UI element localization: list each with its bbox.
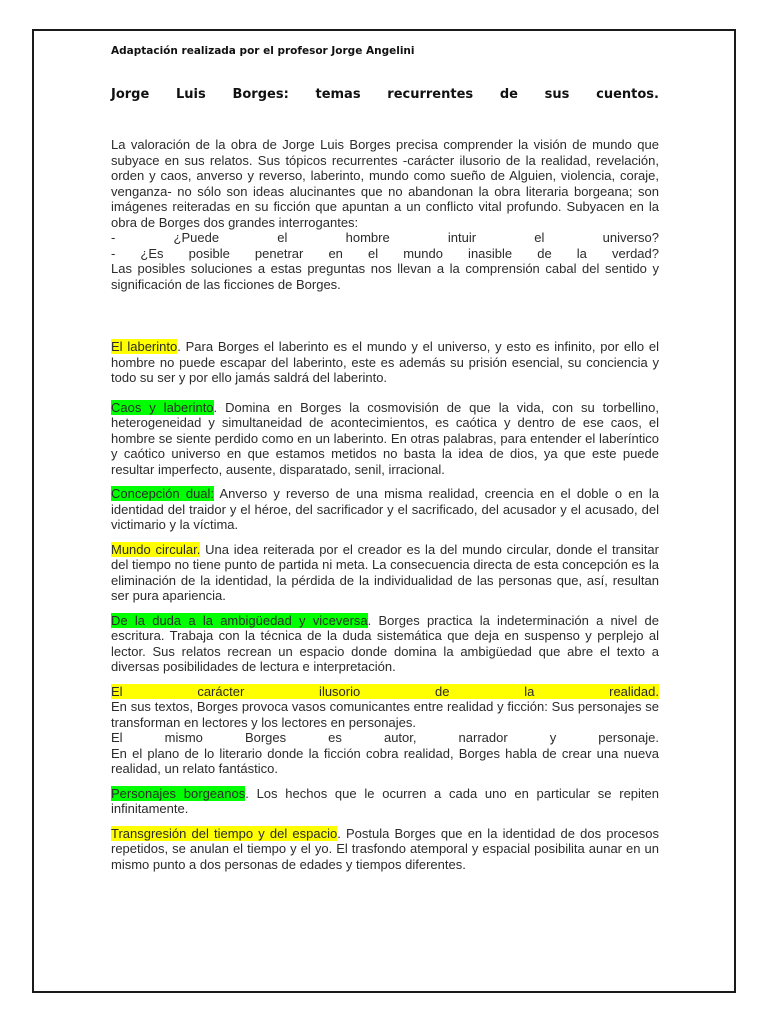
topic-label-highlight: De la duda a la ambigüedad y viceversa	[111, 612, 368, 628]
topic-concepcion-dual	[111, 486, 659, 533]
topic-text: . Postula Borges que en la identidad de dos procesos repetidos, se anulan el tiempo y el yo. El trasfondo atemporal y espacial posibilita aunar en un mismo punto a dos personas de edades y tiempos diferentes.	[111, 825, 659, 872]
topics-list	[111, 339, 659, 881]
topic-text: . Los hechos que le ocurren a cada uno en particular se repiten infinitamente.	[111, 785, 659, 816]
intro-section	[111, 137, 659, 292]
topic-label-highlight: Concepción dual:	[111, 486, 215, 501]
document-page	[32, 29, 736, 993]
topic-caos-y-laberinto	[111, 400, 659, 478]
topic-label-line	[111, 684, 659, 700]
topic-text-line-4: En el plano de lo literario donde la ficción cobra realidad, Borges habla de crear una nueva realidad, un relato fantástico.	[111, 745, 659, 776]
topic-label-highlight: El laberinto	[111, 339, 178, 354]
topic-duda-ambiguedad	[111, 613, 659, 675]
intro-question-1: - ¿Puede el hombre intuir el universo?	[111, 230, 659, 245]
document-title: Jorge Luis Borges: temas recurrentes de sus cuentos.	[111, 87, 659, 102]
topic-mundo-circular	[111, 542, 659, 604]
topic-personajes-borgeanos	[111, 786, 659, 817]
topic-caracter-ilusorio	[111, 684, 659, 777]
intro-question-2: - ¿Es posible penetrar en el mundo inasible de la verdad?	[111, 245, 659, 261]
topic-label-highlight: Transgresión del tiempo y del espacio	[111, 825, 338, 841]
topic-text: . Para Borges el laberinto es el mundo y el universo, y esto es infinito, por ello el hombre no puede escapar del laberinto, este es además su prisión esencial, su conciencia y todo su ser y por ello jamás saldrá del laberinto.	[111, 339, 659, 385]
topic-laberinto	[111, 339, 659, 386]
topic-text: . Borges practica la indeterminación a nivel de escritura. Trabaja con la técnica de la duda sistemática que deja en suspenso y perplejo al lector. Sus relatos recrean un espacio donde domina la ambigüedad que abre el texto a diversas posibilidades de lectura e interpretación.	[111, 612, 659, 674]
topic-label-highlight: Mundo circular.	[111, 541, 201, 557]
topic-text: Anverso y reverso de una misma realidad, creencia en el doble o en la identidad del traidor y el héroe, del sacrificador y el sacrificado, del acusador y el acusado, del victimario y la víctima.	[111, 486, 659, 532]
intro-closing: Las posibles soluciones a estas preguntas nos llevan a la comprensión cabal del sentido y significación de las ficciones de Borges.	[111, 261, 659, 292]
author-note: Adaptación realizada por el profesor Jorge Angelini	[111, 45, 415, 57]
topic-text: . Domina en Borges la cosmovisión de que la vida, con su torbellino, heterogeneidad y simultaneidad de acontecimientos, es caótica y dentro de ese caos, el hombre se siente perdido como en un laberinto. En otras palabras, para entender el laberíntico y caótico universo en que estamos metidos no basta la idea de dios, ya que este puede resultar imperfecto, ausente, disparatado, senil, irracional.	[111, 399, 659, 477]
topic-label-highlight: Personajes borgeanos	[111, 785, 246, 801]
topic-text-line-3: El mismo Borges es autor, narrador y personaje.	[111, 730, 659, 745]
topic-label-highlight: El carácter ilusorio de la realidad.	[111, 683, 659, 699]
topic-label-highlight: Caos y laberinto	[111, 399, 214, 415]
topic-text: Una idea reiterada por el creador es la del mundo circular, donde el transitar del tiempo no tiene punto de partida ni meta. La consecuencia directa de esta concepción es la eliminación de la identidad, la pérdida de la individualidad de las personas que, así, resultan ser pura apariencia.	[111, 541, 659, 603]
topic-transgresion-tiempo	[111, 826, 659, 873]
topic-text-line-2: En sus textos, Borges provoca vasos comunicantes entre realidad y ficción: Sus personajes se transforman en lectores y los lectores en personajes.	[111, 699, 659, 730]
intro-paragraph: La valoración de la obra de Jorge Luis Borges precisa comprender la visión de mundo que subyace en sus relatos. Sus tópicos recurrentes -carácter ilusorio de la realidad, revelación, orden y caos, anverso y reverso, laberinto, mundo como sueño de Alguien, violencia, coraje, venganza- no sólo son ideas alucinantes que no abandonan la obra literaria borgeana; son imágenes reiteradas en su ficción que apuntan a un conflicto vital profundo. Subyacen en la obra de Borges dos grandes interrogantes:	[111, 137, 659, 230]
